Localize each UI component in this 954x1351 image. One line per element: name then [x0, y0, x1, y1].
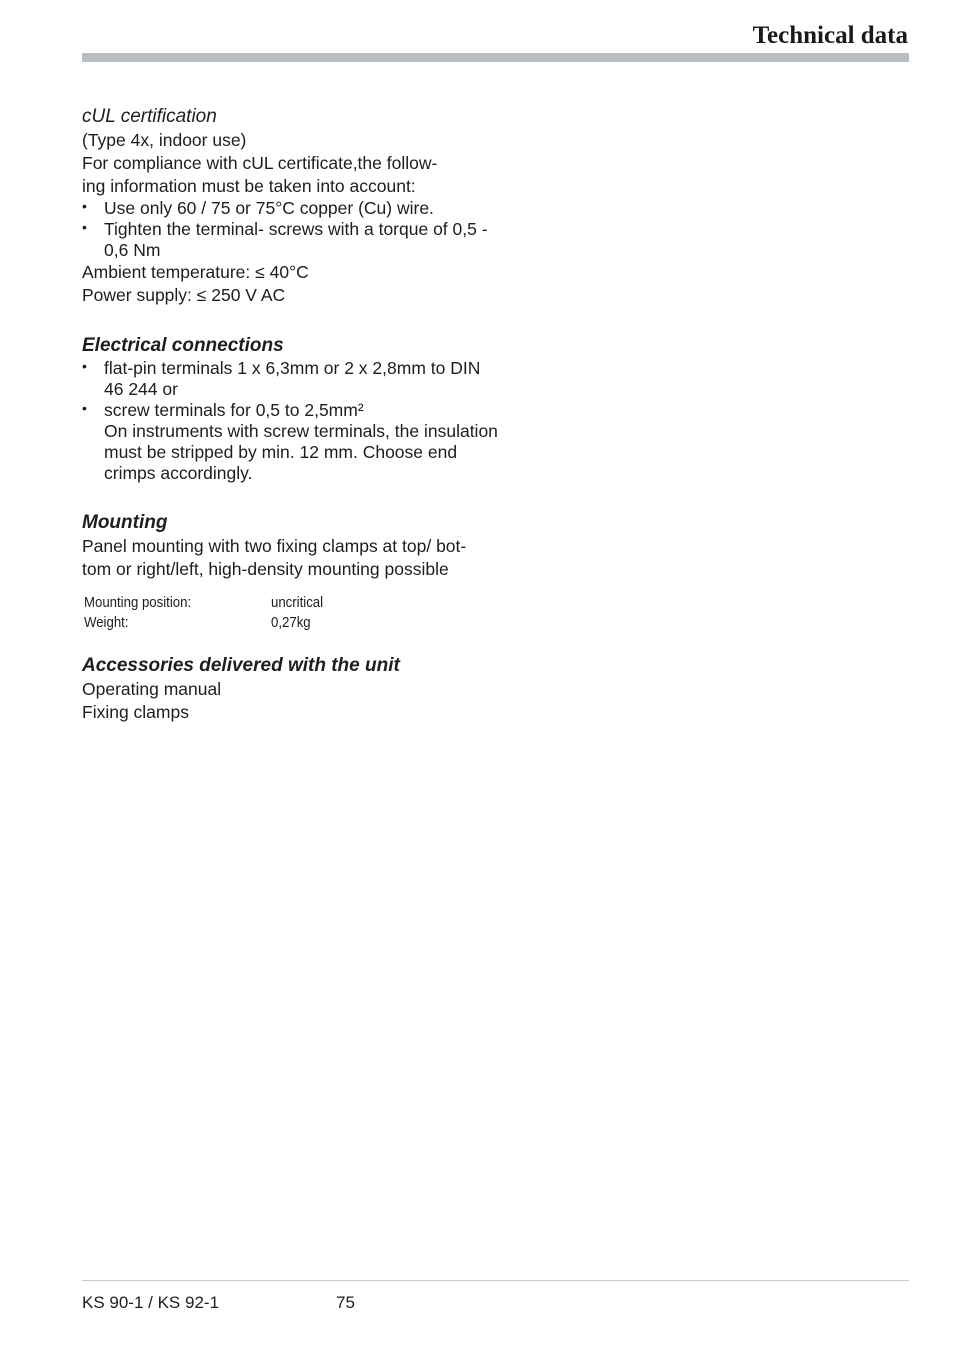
- accessory-item: Fixing clamps: [82, 702, 189, 722]
- spec-label: Weight:: [84, 614, 129, 631]
- mounting-heading: Mounting: [82, 512, 168, 533]
- page-title: Technical data: [752, 22, 908, 49]
- list-item-text: screw terminals for 0,5 to 2,5mm²: [104, 400, 364, 420]
- footer-rule: [82, 1280, 909, 1281]
- cul-intro-2: ing information must be taken into account:: [82, 176, 416, 196]
- accessories-section: [82, 654, 502, 724]
- electrical-heading: Electrical connections: [82, 335, 284, 356]
- mounting-spec-table: [84, 593, 330, 633]
- electrical-note: On instruments with screw terminals, the insulation must be stripped by min. 12 mm. Choose end crimps accordingly.: [104, 421, 498, 483]
- list-item: • Tighten the terminal- screws with a torque of 0,5 - 0,6 Nm: [82, 219, 502, 261]
- accessories-heading: Accessories delivered with the unit: [82, 655, 400, 676]
- cul-bullets: [82, 198, 502, 261]
- content: [82, 105, 502, 724]
- cul-type: (Type 4x, indoor use): [82, 130, 247, 150]
- list-item: • flat-pin terminals 1 x 6,3mm or 2 x 2,8mm to DIN 46 244 or: [82, 358, 502, 400]
- cul-power: Power supply: ≤ 250 V AC: [82, 285, 286, 305]
- header-bar: [82, 53, 909, 62]
- table-row: [84, 593, 330, 613]
- spec-value: 0,27kg: [271, 614, 311, 631]
- mounting-text-1: Panel mounting with two fixing clamps at top/ bot-: [82, 536, 467, 556]
- footer-model: KS 90-1 / KS 92-1: [82, 1293, 220, 1312]
- cul-ambient: Ambient temperature: ≤ 40°C: [82, 262, 309, 282]
- list-item: • Use only 60 / 75 or 75°C copper (Cu) wire.: [82, 198, 502, 219]
- table-row: [84, 613, 330, 633]
- cul-intro-1: For compliance with cUL certificate,the follow-: [82, 153, 438, 173]
- list-item: [82, 400, 502, 484]
- page-number: 75: [336, 1293, 355, 1312]
- spec-label: Mounting position:: [84, 594, 192, 611]
- mounting-section: [82, 511, 502, 633]
- electrical-bullets: [82, 358, 502, 484]
- accessory-item: Operating manual: [82, 679, 222, 699]
- electrical-section: [82, 334, 502, 484]
- cul-section: [82, 105, 502, 307]
- spec-value: uncritical: [271, 594, 324, 611]
- cul-heading: cUL certification: [82, 106, 217, 127]
- mounting-text-2: tom or right/left, high-density mounting possible: [82, 559, 449, 579]
